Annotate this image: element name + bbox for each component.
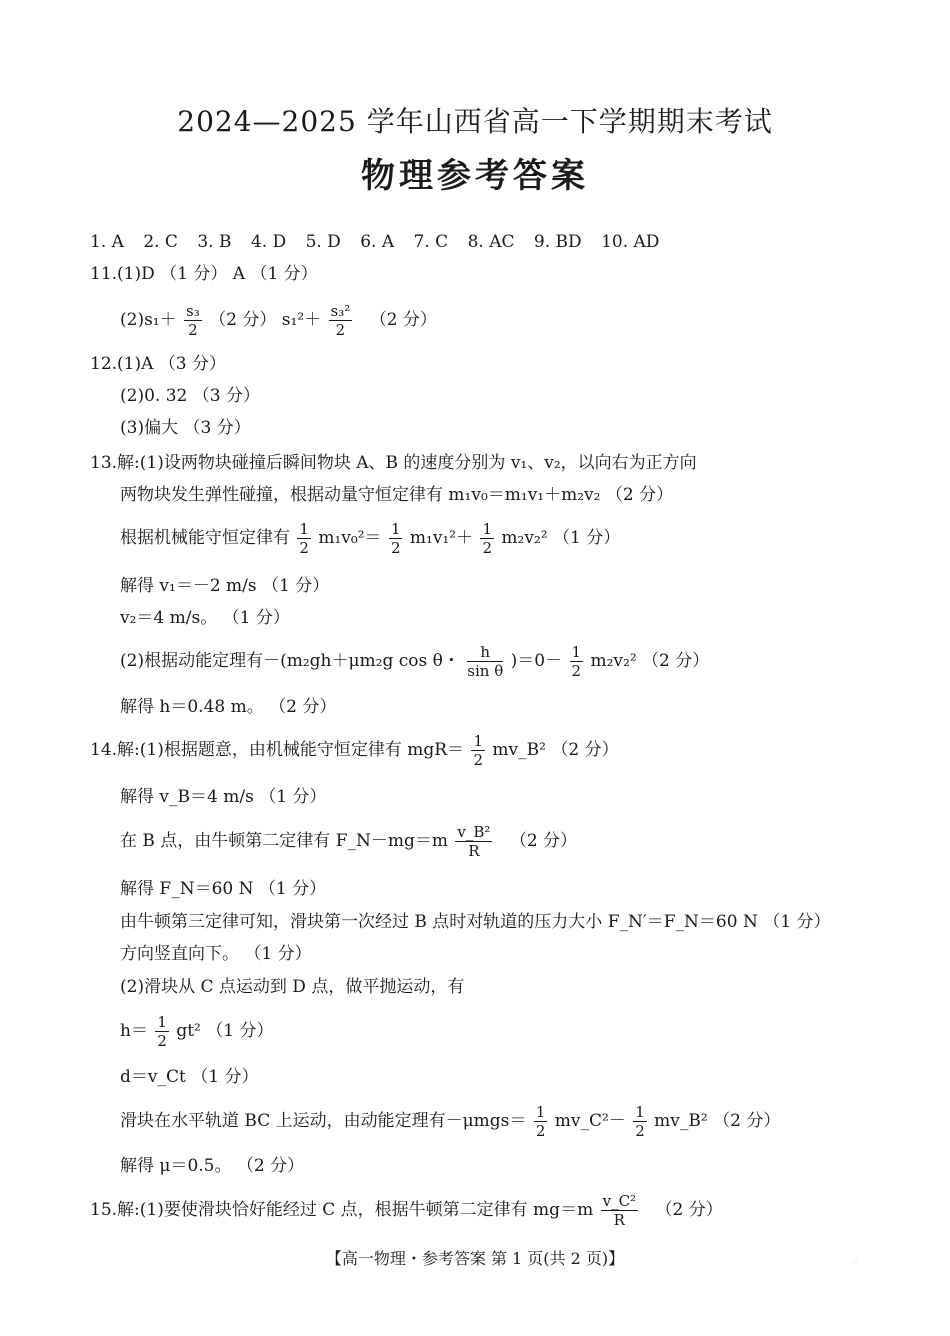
text: m₂v₂² （2 分）	[590, 651, 710, 671]
mc-answer: 3. B	[197, 232, 232, 252]
q12-part3: (3)偏大 （3 分）	[120, 418, 251, 438]
fraction	[471, 732, 485, 769]
fraction	[455, 823, 492, 860]
q12-part1: 12.(1)A （3 分）	[90, 354, 227, 374]
q13-line6	[120, 643, 709, 680]
mc-answer: 10. AD	[601, 232, 660, 252]
fraction	[633, 1103, 647, 1140]
q14-line6: 方向竖直向下。 （1 分）	[120, 944, 312, 964]
mc-answer: 8. AC	[467, 232, 515, 252]
text: m₂v₂² （1 分）	[501, 528, 621, 548]
numerator: 1	[482, 520, 493, 538]
text: (2)根据动能定理有－(m₂gh＋μm₂g cos θ・	[120, 651, 460, 671]
numerator: 1	[390, 520, 401, 538]
fraction	[297, 520, 311, 557]
q13-line7: 解得 h＝0.48 m。 （2 分）	[120, 697, 337, 717]
q11-p2-prefix: (2)s₁＋	[120, 310, 177, 330]
q11-p2-mid: （2 分） s₁²＋	[209, 310, 322, 330]
q14-line5: 由牛顿第三定律可知，滑块第一次经过 B 点时对轨道的压力大小 F_N′＝F_N＝60 N （1 分）	[120, 912, 831, 932]
numerator: 1	[473, 732, 484, 750]
text: m₁v₀²＝	[318, 528, 382, 548]
denominator: 2	[635, 1122, 645, 1140]
q15-line1	[90, 1192, 723, 1229]
numerator: 1	[635, 1103, 645, 1121]
fraction	[570, 643, 584, 680]
text: 根据机械能守恒定律有	[120, 528, 290, 548]
text: mv_C²－	[554, 1111, 626, 1131]
q12-part2: (2)0. 32 （3 分）	[120, 386, 260, 406]
answer-title: 物理参考答案	[361, 156, 589, 196]
exam-title: 2024—2025 学年山西省高一下学期期末考试	[177, 105, 773, 138]
denominator: R	[468, 842, 480, 860]
mc-answer: 7. C	[413, 232, 449, 252]
numerator: v_C²	[602, 1192, 637, 1210]
text: gt² （1 分）	[176, 1021, 274, 1041]
mc-answer: 9. BD	[533, 232, 582, 252]
text: )＝0－	[510, 651, 563, 671]
numerator: 1	[157, 1013, 167, 1031]
mc-answer: 2. C	[143, 232, 178, 252]
mc-answer: 6. A	[360, 232, 395, 252]
q13-line3	[120, 520, 620, 557]
text: m₁v₁²＋	[409, 528, 474, 548]
denominator: sin θ	[467, 662, 504, 680]
numerator: s₃	[186, 302, 200, 320]
numerator: 1	[299, 520, 309, 538]
q14-line1	[90, 732, 619, 769]
mc-answers	[90, 230, 673, 254]
denominator: R	[613, 1211, 625, 1229]
denominator: 2	[571, 662, 582, 680]
fraction	[534, 1103, 548, 1140]
denominator: 2	[299, 539, 309, 557]
numerator: 1	[535, 1103, 546, 1121]
mc-answer: 4. D	[250, 232, 287, 252]
numerator: s₃²	[330, 302, 351, 320]
corner-mark: ··	[852, 1258, 858, 1268]
q14-line7: (2)滑块从 C 点运动到 D 点，做平抛运动，有	[120, 977, 465, 997]
text: 滑块在水平轨道 BC 上运动，由动能定理有－μmgs＝	[120, 1111, 527, 1131]
q14-line10	[120, 1103, 780, 1140]
score: （2 分）	[509, 831, 578, 851]
q13-line1: 13.解:(1)设两物块碰撞后瞬间物块 A、B 的速度分别为 v₁、v₂，以向右为正方向	[90, 453, 697, 473]
page-footer: 【高一物理・参考答案 第 1 页(共 2 页)】	[325, 1249, 625, 1268]
denominator: 2	[473, 751, 484, 769]
denominator: 2	[157, 1032, 167, 1050]
mc-answer: 5. D	[305, 232, 341, 252]
q11-part1: 11.(1)D （1 分） A （1 分）	[90, 264, 318, 284]
fraction	[184, 302, 202, 339]
text: mv_B² （2 分）	[492, 740, 619, 760]
denominator: 2	[482, 539, 493, 557]
numerator: h	[467, 643, 503, 662]
mc-answer: 1. A	[90, 232, 124, 252]
fraction	[155, 1013, 169, 1050]
q14-line3	[120, 823, 577, 860]
text: 15.解:(1)要使滑块恰好能经过 C 点，根据牛顿第二定律有 mg＝m	[90, 1200, 594, 1220]
fraction	[480, 520, 494, 557]
q13-line2: 两物块发生弹性碰撞，根据动量守恒定律有 m₁v₀＝m₁v₁＋m₂v₂ （2 分）	[120, 485, 674, 505]
text: mv_B² （2 分）	[654, 1111, 781, 1131]
numerator: 1	[571, 643, 582, 661]
fraction	[601, 1192, 638, 1229]
text: 在 B 点，由牛顿第二定律有 F_N－mg＝m	[120, 831, 448, 851]
q14-line8	[120, 1013, 273, 1050]
q14-line2: 解得 v_B＝4 m/s （1 分）	[120, 787, 327, 807]
denominator: 2	[335, 321, 346, 339]
denominator: 2	[535, 1122, 546, 1140]
fraction	[389, 520, 403, 557]
q14-line11: 解得 μ＝0.5。 （2 分）	[120, 1156, 305, 1176]
q11-part2	[120, 302, 437, 339]
denominator: 2	[188, 321, 198, 339]
denominator: 2	[390, 539, 401, 557]
q13-line5: v₂＝4 m/s。 （1 分）	[120, 608, 290, 628]
fraction	[329, 302, 353, 339]
score: （2 分）	[655, 1200, 723, 1220]
score: （2 分）	[369, 310, 437, 330]
text: 14.解:(1)根据题意，由机械能守恒定律有 mgR＝	[90, 740, 465, 760]
text: h＝	[120, 1021, 148, 1041]
fraction	[467, 643, 503, 680]
numerator: v_B²	[457, 823, 491, 841]
q13-line4: 解得 v₁＝－2 m/s （1 分）	[120, 576, 330, 596]
q14-line4: 解得 F_N＝60 N （1 分）	[120, 879, 327, 899]
q14-line9: d＝v_Ct （1 分）	[120, 1067, 259, 1087]
